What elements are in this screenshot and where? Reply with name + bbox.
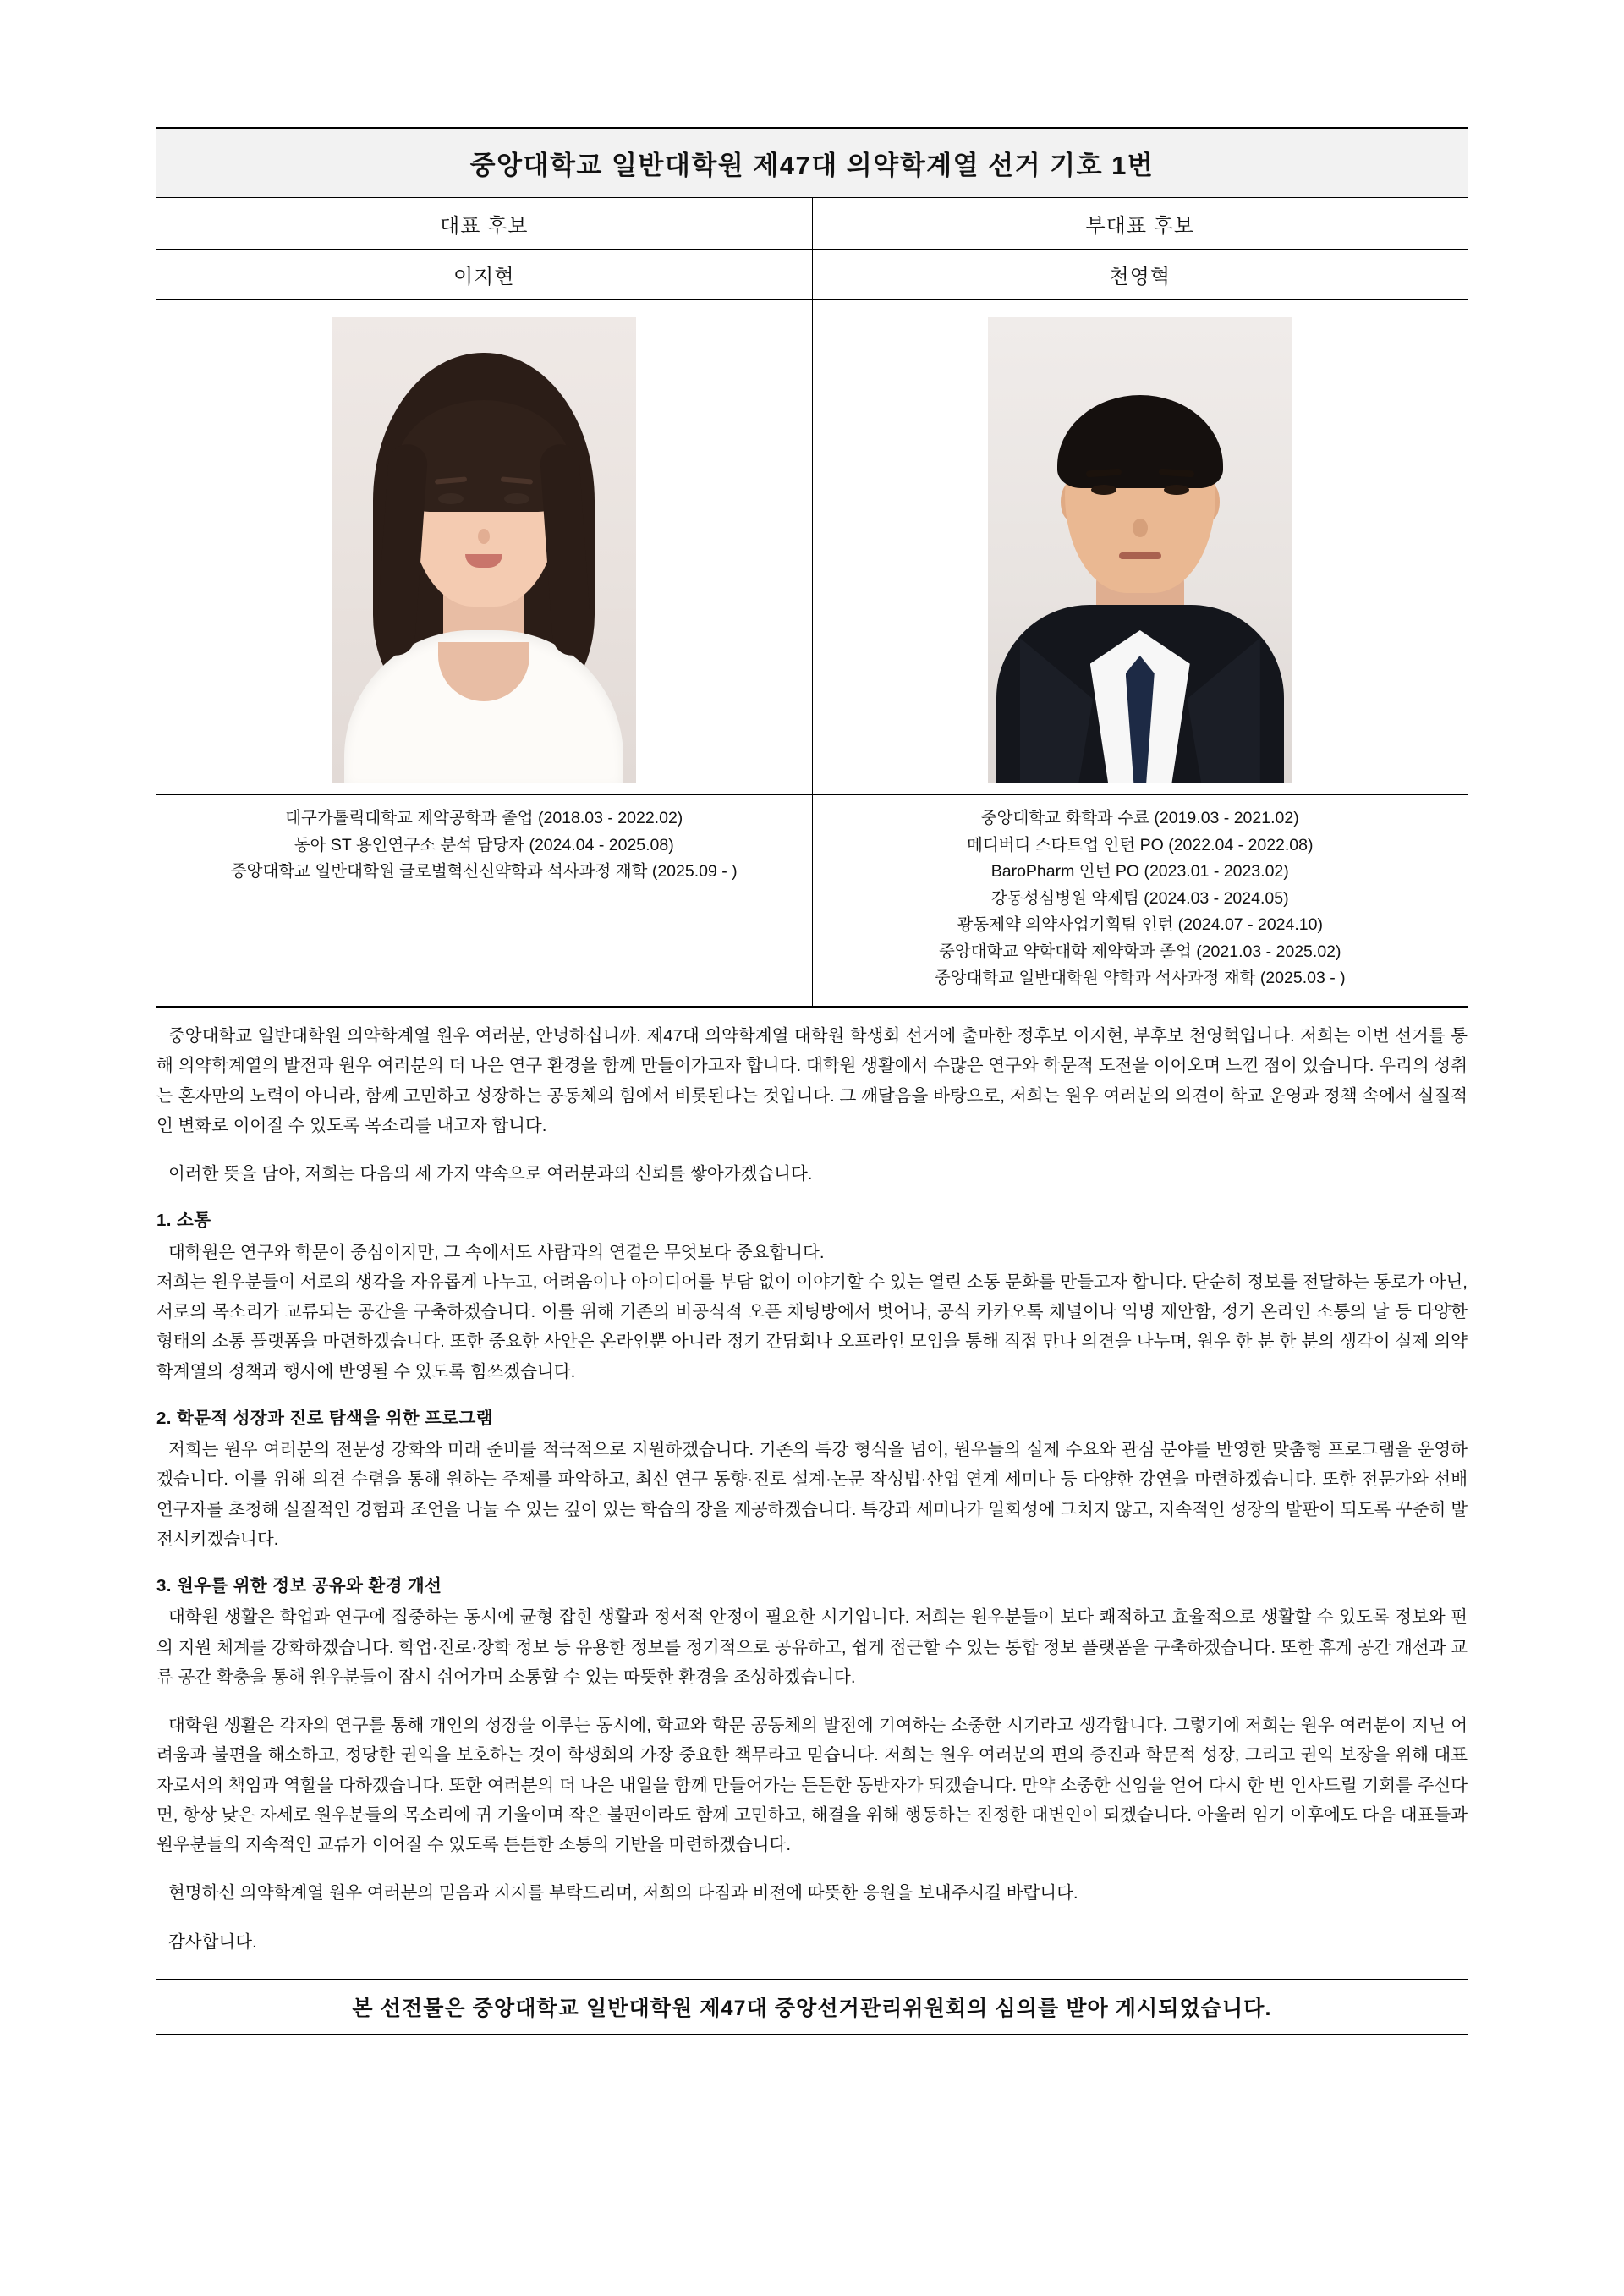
pledge-1-lead: 대학원은 연구와 학문이 중심이지만, 그 속에서도 사람과의 연결은 무엇보다 중요합니다.: [168, 1242, 825, 1262]
right-role-label: 부대표 후보: [812, 198, 1468, 250]
table-row-careers: [156, 795, 1468, 1008]
career-item: 중앙대학교 약학대학 제약학과 졸업 (2021.03 - 2025.02): [938, 942, 1341, 961]
career-item: 광동제약 의약사업기획팀 인턴 (2024.07 - 2024.10): [957, 915, 1323, 935]
left-career-list: [156, 795, 812, 1008]
career-item: 중앙대학교 일반대학원 글로벌혁신신약학과 석사과정 재학 (2025.09 - ): [230, 862, 738, 882]
mouth-shape: [1119, 552, 1161, 559]
eye-right-shape: [1164, 485, 1189, 495]
statement-body: [156, 1021, 1468, 1957]
table-row-roles: [156, 198, 1468, 250]
left-role-label: 대표 후보: [156, 198, 812, 250]
pledge-2-text: 저희는 원우 여러분의 전문성 강화와 미래 준비를 적극적으로 지원하겠습니다. 기존의 특강 형식을 넘어, 원우들의 실제 수요와 관심 분야를 반영한 맞춤형 프로그램을 운영하겠습니다. 이를 위해 의견 수렴을 통해 원하는 주제를 파악하고, 최신 연구 동향·진로 설계·논문 작성법·산업 연계 세미나 등 다양한 강연을 마련하겠습니다. 또한 전문가와 선배 연구자를 초청해 실질적인 경험과 조언을 나눌 수 있는 깊이 있는 학습의 장을 제공하겠습니다. 특강과 세미나가 일회성에 그치지 않고, 지속적인 성장의 발판이 되도록 꾸준히 발전시키겠습니다.: [156, 1440, 1468, 1549]
right-candidate-name: 천영혁: [812, 250, 1468, 300]
candidate-table: [156, 127, 1468, 1008]
pledge-3-heading: 3. 원우를 위한 정보 공유와 환경 개선: [156, 1576, 442, 1596]
male-candidate-photo: [988, 317, 1292, 783]
table-row-title: [156, 128, 1468, 198]
hair-shape: [1057, 395, 1223, 488]
nose-shape: [478, 529, 490, 544]
career-item: 동아 ST 용인연구소 분석 담당자 (2024.04 - 2025.08): [294, 835, 674, 854]
nose-shape: [1133, 519, 1148, 537]
career-item: 중앙대학교 화학과 수료 (2019.03 - 2021.02): [980, 809, 1299, 827]
left-photo-cell: [156, 300, 812, 795]
table-row-photos: [156, 300, 1468, 795]
intro-paragraph: 중앙대학교 일반대학원 의약학계열 원우 여러분, 안녕하십니까. 제47대 의약학계열 대학원 학생회 선거에 출마한 정후보 이지현, 부후보 천영혁입니다. 저희는 이번 선거를 통해 의약학계열의 발전과 원우 여러분의 더 나은 연구 환경을 함께 만들어가고자 합니다. 대학원 생활에서 수많은 연구와 학문적 도전을 이어오며 느낀 점이 있습니다. 우리의 성취는 혼자만의 노력이 아니라, 함께 고민하고 성장하는 공동체의 힘에서 비롯된다는 것입니다. 그 깨달음을 바탕으로, 저희는 원우 여러분의 의견이 학교 운영과 정책 속에서 실질적인 변화로 이어질 수 있도록 목소리를 내고자 합니다.: [156, 1026, 1468, 1135]
pledge-2-heading: 2. 학문적 성장과 진로 탐색을 위한 프로그램: [156, 1408, 493, 1428]
right-photo-cell: [812, 300, 1468, 795]
closing-paragraph-2: 현명하신 의약학계열 원우 여러분의 믿음과 지지를 부탁드리며, 저희의 다짐과 비전에 따뜻한 응원을 보내주시길 바랍니다.: [168, 1883, 1078, 1903]
eye-left-shape: [1091, 485, 1116, 495]
career-item: 강동성심병원 약제팀 (2024.03 - 2024.05): [990, 888, 1289, 908]
female-candidate-photo: [332, 317, 636, 783]
pledge-lead-paragraph: 이러한 뜻을 담아, 저희는 다음의 세 가지 약속으로 여러분과의 신뢰를 쌓아가겠습니다.: [168, 1164, 813, 1184]
career-item: 대구가톨릭대학교 제약공학과 졸업 (2018.03 - 2022.02): [285, 809, 683, 827]
closing-paragraph-1: 대학원 생활은 각자의 연구를 통해 개인의 성장을 이루는 동시에, 학교와 학문 공동체의 발전에 기여하는 소중한 시기라고 생각합니다. 그렇기에 저희는 원우 여러분이 지닌 어려움과 불편을 해소하고, 정당한 권익을 보호하는 것이 학생회의 가장 중요한 책무라고 믿습니다. 저희는 원우 여러분의 편의 증진과 학문적 성장, 그리고 권익 보장을 위해 대표자로서의 책임과 역할을 다하겠습니다. 또한 여러분의 더 나은 내일을 함께 만들어가는 든든한 동반자가 되겠습니다. 만약 소중한 신임을 얻어 다시 한 번 인사드릴 기회를 주신다면, 항상 낮은 자세로 원우분들의 목소리에 귀 기울이며 작은 불편이라도 함께 고민하고, 해결을 위해 행동하는 진정한 대변인이 되겠습니다. 아울러 임기 이후에도 다음 대표들과 원우분들의 지속적인 교류가 이어질 수 있도록 튼튼한 소통의 기반을 마련하겠습니다.: [156, 1716, 1468, 1855]
career-item: 메디버디 스타트업 인턴 PO (2022.04 - 2022.08): [966, 835, 1314, 854]
left-candidate-name: 이지현: [156, 250, 812, 300]
right-career-list: [812, 795, 1468, 1008]
pledge-1-text: 저희는 원우분들이 서로의 생각을 자유롭게 나누고, 어려움이나 아이디어를 부담 없이 이야기할 수 있는 열린 소통 문화를 만들고자 합니다. 단순히 정보를 전달하는 통로가 아닌, 서로의 목소리가 교류되는 공간을 구축하겠습니다. 이를 위해 기존의 비공식적 오픈 채팅방에서 벗어나, 공식 카카오톡 채널이나 익명 제안함, 정기 온라인 소통의 날 등 다양한 형태의 소통 플랫폼을 마련하겠습니다. 또한 중요한 사안은 온라인뿐 아니라 정기 간담회나 오프라인 모임을 통해 직접 만나 의견을 나누며, 원우 한 분 한 분의 생각이 실제 의약학계열의 정책과 행사에 반영될 수 있도록 힘쓰겠습니다.: [156, 1272, 1468, 1381]
closing-paragraph-3: 감사합니다.: [168, 1931, 257, 1952]
pledge-1-heading: 1. 소통: [156, 1211, 211, 1231]
pledge-3-text: 대학원 생활은 학업과 연구에 집중하는 동시에 균형 잡힌 생활과 정서적 안정이 필요한 시기입니다. 저희는 원우분들이 보다 쾌적하고 효율적으로 생활할 수 있도록 정보와 편의 지원 체계를 강화하겠습니다. 학업·진로·장학 정보 등 유용한 정보를 정기적으로 공유하고, 쉽게 접근할 수 있는 통합 정보 플랫폼을 구축하겠습니다. 또한 휴게 공간 개선과 교류 공간 확충을 통해 원우분들이 잠시 쉬어가며 소통할 수 있는 따뜻한 환경을 조성하겠습니다.: [156, 1607, 1468, 1687]
page-title: 중앙대학교 일반대학원 제47대 의약학계열 선거 기호 1번: [156, 128, 1468, 198]
career-item: BaroPharm 인턴 PO (2023.01 - 2023.02): [990, 862, 1289, 882]
career-item: 중앙대학교 일반대학원 약학과 석사과정 재학 (2025.03 - ): [934, 969, 1346, 988]
table-row-names: [156, 250, 1468, 300]
approval-footer: 본 선전물은 중앙대학교 일반대학원 제47대 중앙선거관리위원회의 심의를 받아 게시되었습니다.: [156, 1979, 1468, 2035]
